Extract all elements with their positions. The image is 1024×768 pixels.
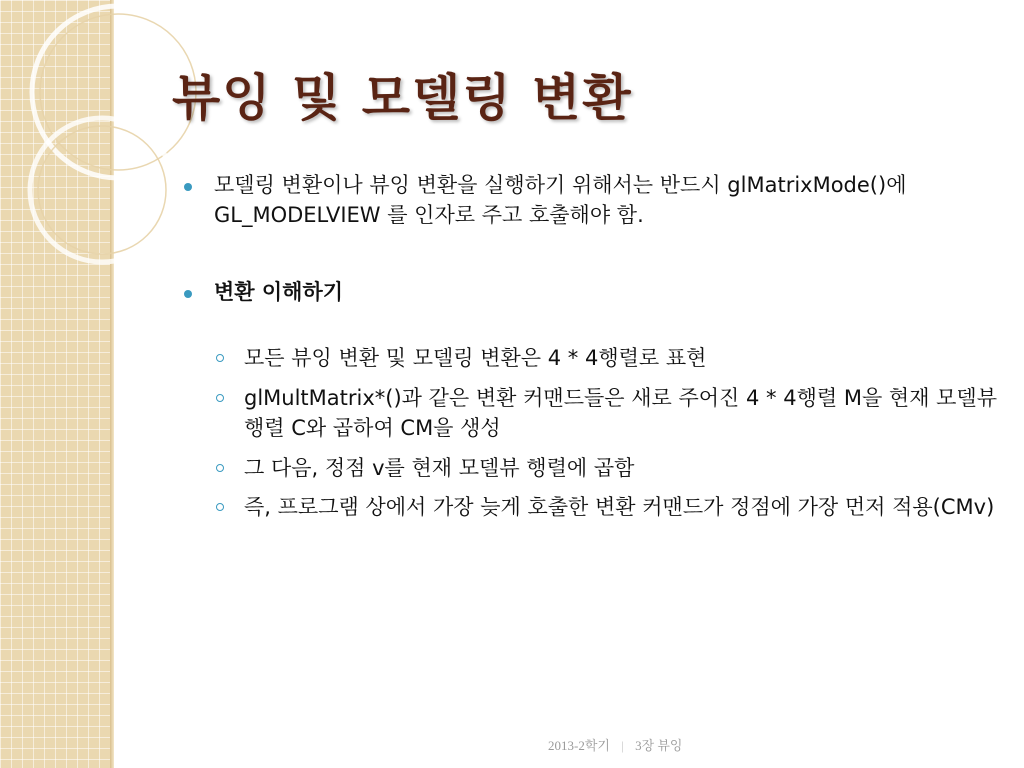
sub-bullet-ring-icon [216,503,224,511]
slide-content [178,170,1008,532]
bullet-heading: 변환 이해하기 [214,279,344,304]
sub-bullet-text: 즉, 프로그램 상에서 가장 늦게 호출한 변환 커맨드가 정점에 가장 먼저 적용(CMv) [244,495,995,520]
footer-chapter: 3장 뷰잉 [635,738,683,753]
slide-footer [548,735,683,754]
sub-bullet-item [178,492,1008,522]
sub-bullet-ring-icon [216,354,224,362]
bullet-item [178,277,1008,307]
sub-bullet-text: 모든 뷰잉 변환 및 모델링 변환은 4 * 4행렬로 표현 [244,346,707,371]
bullet-text: 모델링 변환이나 뷰잉 변환을 실행하기 위해서는 반드시 glMatrixMode()에 GL_MODELVIEW 를 인자로 주고 호출해야 함. [214,173,907,228]
bullet-item [178,170,1008,231]
sub-bullet-item [178,453,1008,483]
sub-bullet-item [178,343,1008,373]
sub-bullet-ring-icon [216,464,224,472]
footer-term: 2013-2학기 [548,738,610,753]
sub-bullet-item [178,383,1008,444]
sub-bullet-text: glMultMatrix*()과 같은 변환 커맨드들은 새로 주어진 4 * 4행렬 M을 현재 모델뷰 행렬 C와 곱하여 CM을 생성 [244,385,998,441]
sub-bullet-ring-icon [216,394,224,402]
side-decor-panel [0,0,113,768]
bullet-dot-icon [184,183,192,191]
slide-title: 뷰잉 및 모델링 변환 [172,69,633,127]
sub-bullet-text: 그 다음, 정점 v를 현재 모델뷰 행렬에 곱함 [244,455,635,480]
footer-separator: | [621,738,624,753]
side-decor-edge [110,0,114,768]
bullet-dot-icon [184,290,192,298]
